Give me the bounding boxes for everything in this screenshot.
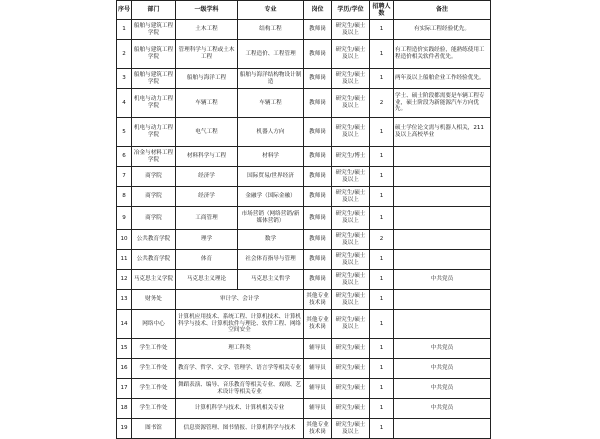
cell-no: 18 (117, 399, 132, 419)
header-dept: 部门 (132, 1, 176, 20)
cell-no: 8 (117, 187, 132, 207)
header-no: 序号 (117, 1, 132, 20)
cell-dept: 商学院 (132, 207, 176, 230)
cell-major: 社会体育指导与管理 (238, 250, 304, 270)
cell-dept: 学生工作处 (132, 399, 176, 419)
cell-note: 两年及以上船舶企业工作经验优先。 (394, 69, 491, 89)
cell-post: 其他专业技术岗 (304, 419, 332, 439)
cell-no: 2 (117, 40, 132, 69)
cell-subject: 经济学 (176, 167, 238, 187)
cell-subject: 教育学、哲学、文学、管理学、语言学等相关专业 (176, 359, 304, 379)
cell-note (394, 207, 491, 230)
cell-subject: 土木工程 (176, 20, 238, 40)
cell-note: 硕士学位论文需与机器人相关，211及以上高校毕业 (394, 118, 491, 147)
recruitment-document (116, 0, 490, 435)
table-row (117, 270, 491, 290)
cell-no: 4 (117, 89, 132, 118)
header-num: 招聘人数 (370, 1, 394, 20)
cell-post: 教师岗 (304, 40, 332, 69)
cell-note: 中共党员 (394, 270, 491, 290)
table-row (117, 230, 491, 250)
cell-subject: 计算机科学与技术、计算机相关专业 (176, 399, 304, 419)
table-row (117, 419, 491, 439)
table-row (117, 290, 491, 310)
cell-dept: 公共教育学院 (132, 250, 176, 270)
cell-subject: 工商管理 (176, 207, 238, 230)
cell-note: 中共党员 (394, 399, 491, 419)
cell-major: 市场营销（网络营销/新媒体营销） (238, 207, 304, 230)
cell-degree: 研究生/硕士及以上 (332, 207, 370, 230)
table-row (117, 69, 491, 89)
cell-subject: 管理科学与工程或土木工程 (176, 40, 238, 69)
cell-post: 教师岗 (304, 207, 332, 230)
cell-note: 有实际工程经验优先。 (394, 20, 491, 40)
cell-note (394, 167, 491, 187)
cell-no: 11 (117, 250, 132, 270)
cell-num: 1 (370, 290, 394, 310)
cell-post: 辅导员 (304, 379, 332, 399)
table-row (117, 147, 491, 167)
table-row (117, 310, 491, 339)
table-row (117, 339, 491, 359)
cell-no: 7 (117, 167, 132, 187)
cell-degree: 研究生/硕士 (332, 359, 370, 379)
cell-subject: 马克思主义理论 (176, 270, 238, 290)
cell-num: 1 (370, 147, 394, 167)
cell-note (394, 230, 491, 250)
cell-dept: 学生工作处 (132, 339, 176, 359)
cell-subject: 舞蹈表演、编导、音乐教育等相关专业、戏剧、艺术设计等相关专业 (176, 379, 304, 399)
cell-post: 辅导员 (304, 399, 332, 419)
cell-num: 1 (370, 419, 394, 439)
cell-note (394, 187, 491, 207)
cell-note: 中共党员 (394, 379, 491, 399)
cell-note (394, 250, 491, 270)
cell-dept: 财务处 (132, 290, 176, 310)
cell-dept: 图书馆 (132, 419, 176, 439)
cell-subject: 计算机应用技术、系统工程、计算机技术、计算机科学与技术、计算机软件与理论、软件工程、网络空间安全 (176, 310, 304, 339)
cell-major: 机器人方向 (238, 118, 304, 147)
cell-degree: 研究生/硕士 (332, 399, 370, 419)
cell-num: 1 (370, 250, 394, 270)
cell-degree: 研究生/硕士及以上 (332, 89, 370, 118)
cell-degree: 研究生/硕士及以上 (332, 270, 370, 290)
cell-dept: 公共教育学院 (132, 230, 176, 250)
cell-subject: 理工科类 (176, 339, 304, 359)
cell-degree: 研究生/硕士及以上 (332, 118, 370, 147)
table-header-row (117, 1, 491, 20)
cell-degree: 研究生/硕士及以上 (332, 310, 370, 339)
table-row (117, 359, 491, 379)
cell-dept: 学生工作处 (132, 359, 176, 379)
table-row (117, 399, 491, 419)
cell-num: 1 (370, 270, 394, 290)
cell-major: 船舶与海洋结构物设计制造 (238, 69, 304, 89)
cell-num: 1 (370, 118, 394, 147)
cell-note: 学士、硕士阶段都需要是车辆工程专业，硕士阶段为新能源汽车方向优先。 (394, 89, 491, 118)
cell-subject: 船舶与海洋工程 (176, 69, 238, 89)
cell-num: 1 (370, 167, 394, 187)
cell-major: 车辆工程 (238, 89, 304, 118)
table-row (117, 379, 491, 399)
table-row (117, 89, 491, 118)
table-row (117, 187, 491, 207)
cell-dept: 船舶与建筑工程学院 (132, 40, 176, 69)
cell-no: 10 (117, 230, 132, 250)
cell-post: 教师岗 (304, 147, 332, 167)
cell-no: 19 (117, 419, 132, 439)
recruitment-table (116, 0, 491, 439)
cell-major: 数学 (238, 230, 304, 250)
cell-post: 辅导员 (304, 339, 332, 359)
cell-degree: 研究生/硕士及以上 (332, 419, 370, 439)
cell-subject: 信息资源管理、图书情报、计算机科学与技术 (176, 419, 304, 439)
cell-note (394, 310, 491, 339)
cell-post: 教师岗 (304, 69, 332, 89)
cell-num: 1 (370, 399, 394, 419)
cell-dept: 马克思主义学院 (132, 270, 176, 290)
cell-post: 教师岗 (304, 20, 332, 40)
cell-degree: 研究生/硕士及以上 (332, 230, 370, 250)
cell-post: 其他专业技术岗 (304, 310, 332, 339)
table-row (117, 207, 491, 230)
cell-degree: 研究生/硕士及以上 (332, 187, 370, 207)
cell-post: 教师岗 (304, 167, 332, 187)
cell-num: 1 (370, 310, 394, 339)
cell-note (394, 290, 491, 310)
cell-num: 1 (370, 20, 394, 40)
cell-major: 马克思主义哲学 (238, 270, 304, 290)
cell-dept: 商学院 (132, 167, 176, 187)
table-row (117, 167, 491, 187)
cell-post: 教师岗 (304, 270, 332, 290)
cell-degree: 研究生/硕士及以上 (332, 20, 370, 40)
cell-degree: 研究生/硕士 (332, 379, 370, 399)
cell-num: 1 (370, 339, 394, 359)
cell-dept: 机电与动力工程学院 (132, 118, 176, 147)
table-row (117, 118, 491, 147)
cell-no: 6 (117, 147, 132, 167)
cell-post: 教师岗 (304, 187, 332, 207)
header-degree: 学历/学位 (332, 1, 370, 20)
cell-major: 工程造价、工程管理 (238, 40, 304, 69)
cell-num: 1 (370, 69, 394, 89)
cell-degree: 研究生/硕士及以上 (332, 290, 370, 310)
cell-note: 有工程造价实践经验，能熟练使用工程造价相关软件者优先。 (394, 40, 491, 69)
cell-num: 2 (370, 89, 394, 118)
cell-post: 教师岗 (304, 89, 332, 118)
cell-subject: 理学 (176, 230, 238, 250)
header-post: 岗位 (304, 1, 332, 20)
cell-post: 教师岗 (304, 230, 332, 250)
cell-post: 其他专业技术岗 (304, 290, 332, 310)
cell-subject: 体育 (176, 250, 238, 270)
cell-dept: 船舶与建筑工程学院 (132, 20, 176, 40)
cell-no: 12 (117, 270, 132, 290)
cell-subject: 车辆工程 (176, 89, 238, 118)
cell-num: 1 (370, 40, 394, 69)
cell-num: 1 (370, 187, 394, 207)
cell-no: 15 (117, 339, 132, 359)
cell-major: 结构工程 (238, 20, 304, 40)
cell-no: 13 (117, 290, 132, 310)
cell-num: 1 (370, 207, 394, 230)
table-row (117, 250, 491, 270)
cell-no: 1 (117, 20, 132, 40)
cell-subject: 材料科学与工程 (176, 147, 238, 167)
cell-no: 14 (117, 310, 132, 339)
table-row (117, 20, 491, 40)
cell-num: 2 (370, 230, 394, 250)
cell-num: 1 (370, 359, 394, 379)
cell-subject: 经济学 (176, 187, 238, 207)
cell-subject: 审计学、会计学 (176, 290, 304, 310)
cell-degree: 研究生/硕士及以上 (332, 167, 370, 187)
cell-dept: 网络中心 (132, 310, 176, 339)
cell-post: 教师岗 (304, 118, 332, 147)
cell-degree: 研究生/硕士及以上 (332, 250, 370, 270)
cell-note: 中共党员 (394, 339, 491, 359)
cell-dept: 机电与动力工程学院 (132, 89, 176, 118)
cell-dept: 船舶与建筑工程学院 (132, 69, 176, 89)
cell-degree: 研究生/硕士及以上 (332, 69, 370, 89)
header-subject: 一级学科 (176, 1, 238, 20)
cell-degree: 研究生/博士 (332, 147, 370, 167)
cell-no: 9 (117, 207, 132, 230)
cell-degree: 研究生/硕士及以上 (332, 40, 370, 69)
cell-major: 国际贸易/世界经济 (238, 167, 304, 187)
cell-no: 16 (117, 359, 132, 379)
cell-no: 5 (117, 118, 132, 147)
cell-dept: 冶金与材料工程学院 (132, 147, 176, 167)
header-note: 备注 (394, 1, 491, 20)
cell-degree: 研究生/硕士 (332, 339, 370, 359)
cell-subject: 电气工程 (176, 118, 238, 147)
cell-no: 3 (117, 69, 132, 89)
cell-post: 教师岗 (304, 250, 332, 270)
cell-dept: 学生工作处 (132, 379, 176, 399)
cell-major: 金融学（国际金融） (238, 187, 304, 207)
cell-post: 辅导员 (304, 359, 332, 379)
cell-no: 17 (117, 379, 132, 399)
table-row (117, 40, 491, 69)
cell-note: 中共党员 (394, 359, 491, 379)
cell-dept: 商学院 (132, 187, 176, 207)
cell-note (394, 147, 491, 167)
header-major: 专业 (238, 1, 304, 20)
cell-num: 1 (370, 379, 394, 399)
cell-major: 材料学 (238, 147, 304, 167)
cell-note (394, 419, 491, 439)
